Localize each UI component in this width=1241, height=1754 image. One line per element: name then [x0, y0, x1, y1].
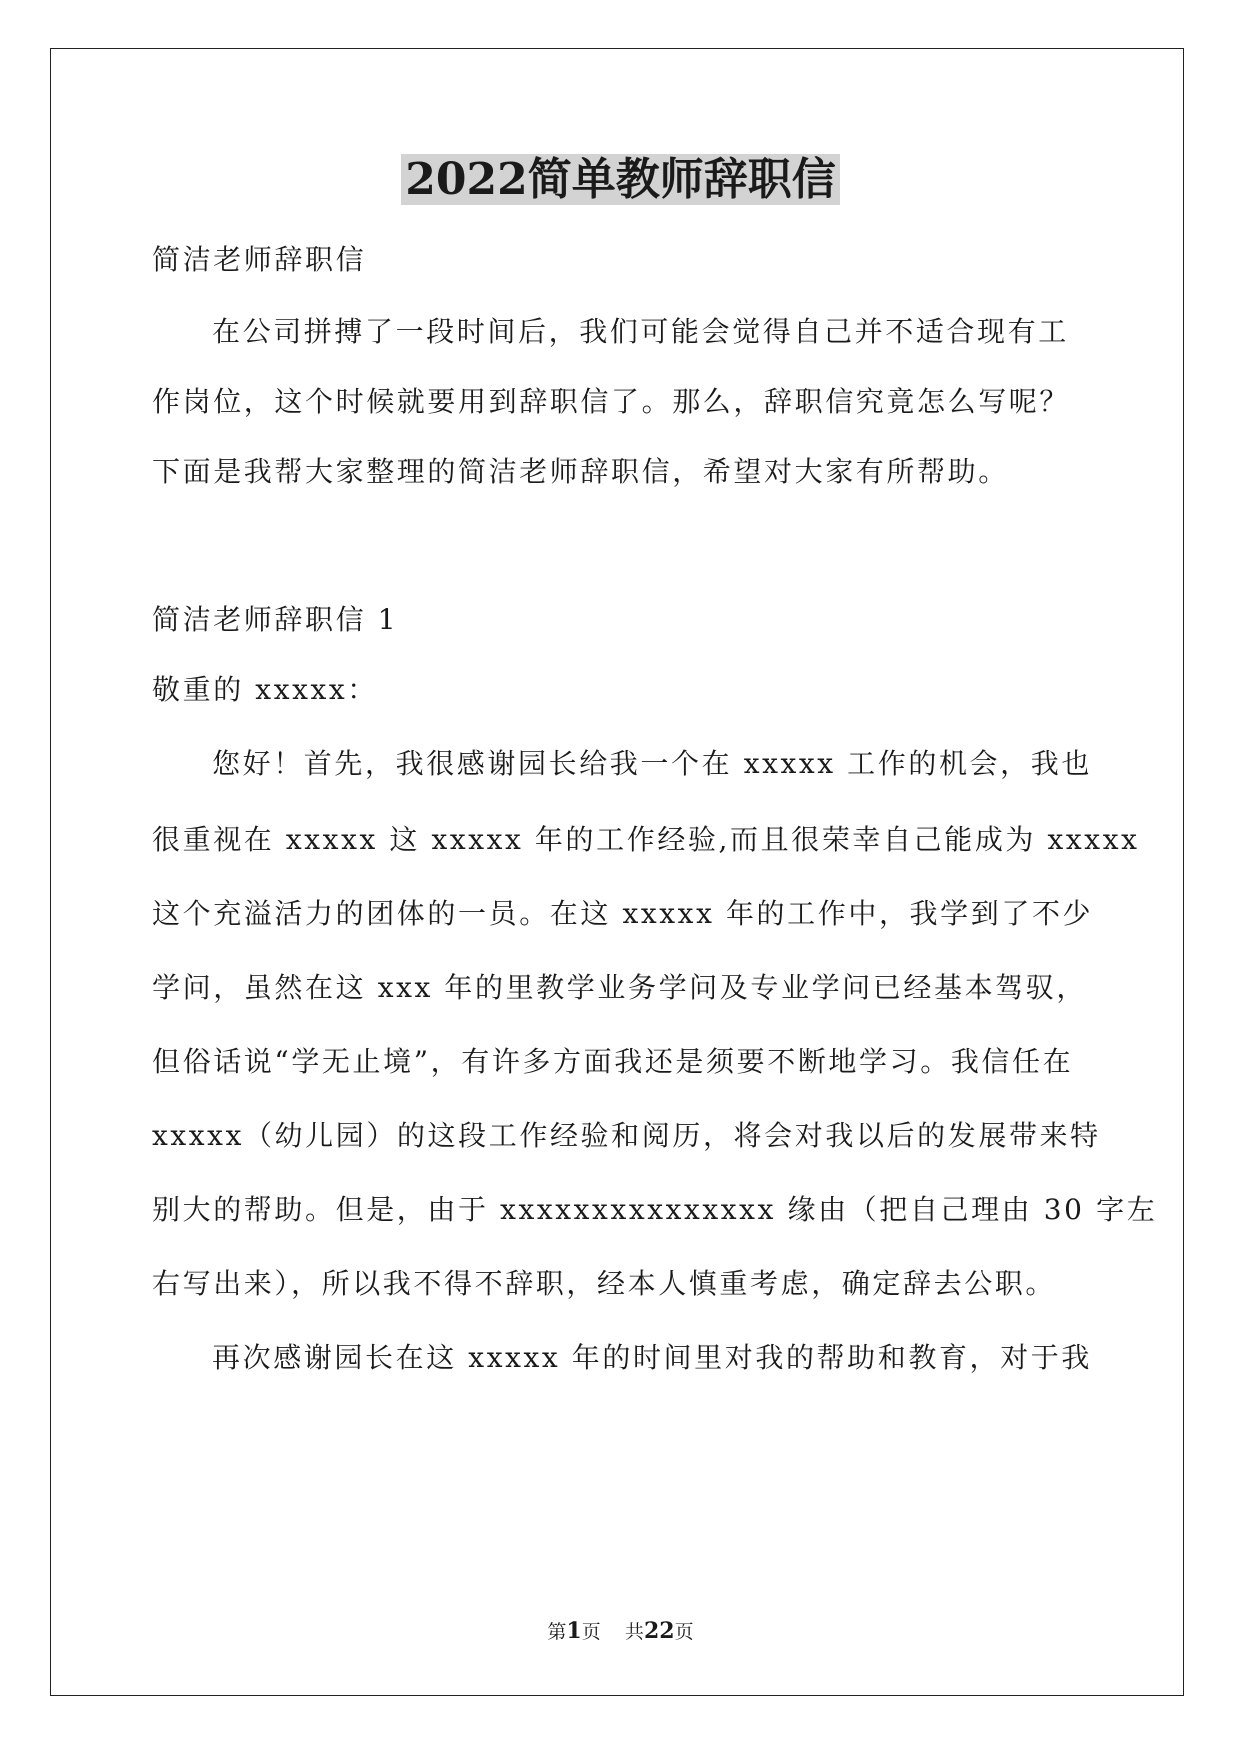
title-text: 2022简单教师辞职信: [401, 154, 839, 205]
page-border: [50, 48, 1184, 1696]
paragraph-line: 再次感谢园长在这 xxxxx 年的时间里对我的帮助和教育，对于我: [212, 1341, 1092, 1374]
paragraph-line: 学问，虽然在这 xxx 年的里教学业务学问及专业学问已经基本驾驭，: [152, 971, 1087, 1004]
paragraph-line: 但俗话说“学无止境”，有许多方面我还是须要不断地学习。我信任在: [152, 1045, 1074, 1078]
footer-page-number: 1: [566, 1618, 582, 1644]
footer-total-pages: 22: [643, 1618, 675, 1644]
footer-page-suffix: 页: [581, 1621, 601, 1643]
paragraph-line: 这个充溢活力的团体的一员。在这 xxxxx 年的工作中，我学到了不少: [152, 897, 1094, 930]
document-title: [0, 150, 1241, 210]
paragraph-line: xxxxx（幼儿园）的这段工作经验和阅历，将会对我以后的发展带来特: [152, 1119, 1101, 1152]
salutation: 敬重的 xxxxx：: [152, 673, 378, 706]
paragraph-line: 下面是我帮大家整理的简洁老师辞职信，希望对大家有所帮助。: [152, 455, 1009, 488]
paragraph-line: 右写出来），所以我不得不辞职，经本人慎重考虑，确定辞去公职。: [152, 1267, 1057, 1300]
paragraph-line: 您好！首先，我很感谢园长给我一个在 xxxxx 工作的机会，我也: [212, 747, 1092, 780]
subtitle-line: 简洁老师辞职信: [152, 243, 367, 276]
footer-total-suffix: 页: [674, 1621, 694, 1643]
page-footer: [0, 1618, 1241, 1645]
paragraph-line: 别大的帮助。但是，由于 xxxxxxxxxxxxxxx 缘由（把自己理由 30 字左: [152, 1193, 1158, 1226]
section-heading: 简洁老师辞职信 1: [152, 603, 399, 636]
footer-page-prefix: 第: [547, 1621, 567, 1643]
paragraph-line: 作岗位，这个时候就要用到辞职信了。那么，辞职信究竟怎么写呢？: [152, 385, 1071, 418]
paragraph-line: 很重视在 xxxxx 这 xxxxx 年的工作经验,而且很荣幸自己能成为 xxxxx: [152, 823, 1140, 856]
paragraph-line: 在公司拼搏了一段时间后，我们可能会觉得自己并不适合现有工: [212, 315, 1069, 348]
footer-total-prefix: 共: [624, 1621, 644, 1643]
